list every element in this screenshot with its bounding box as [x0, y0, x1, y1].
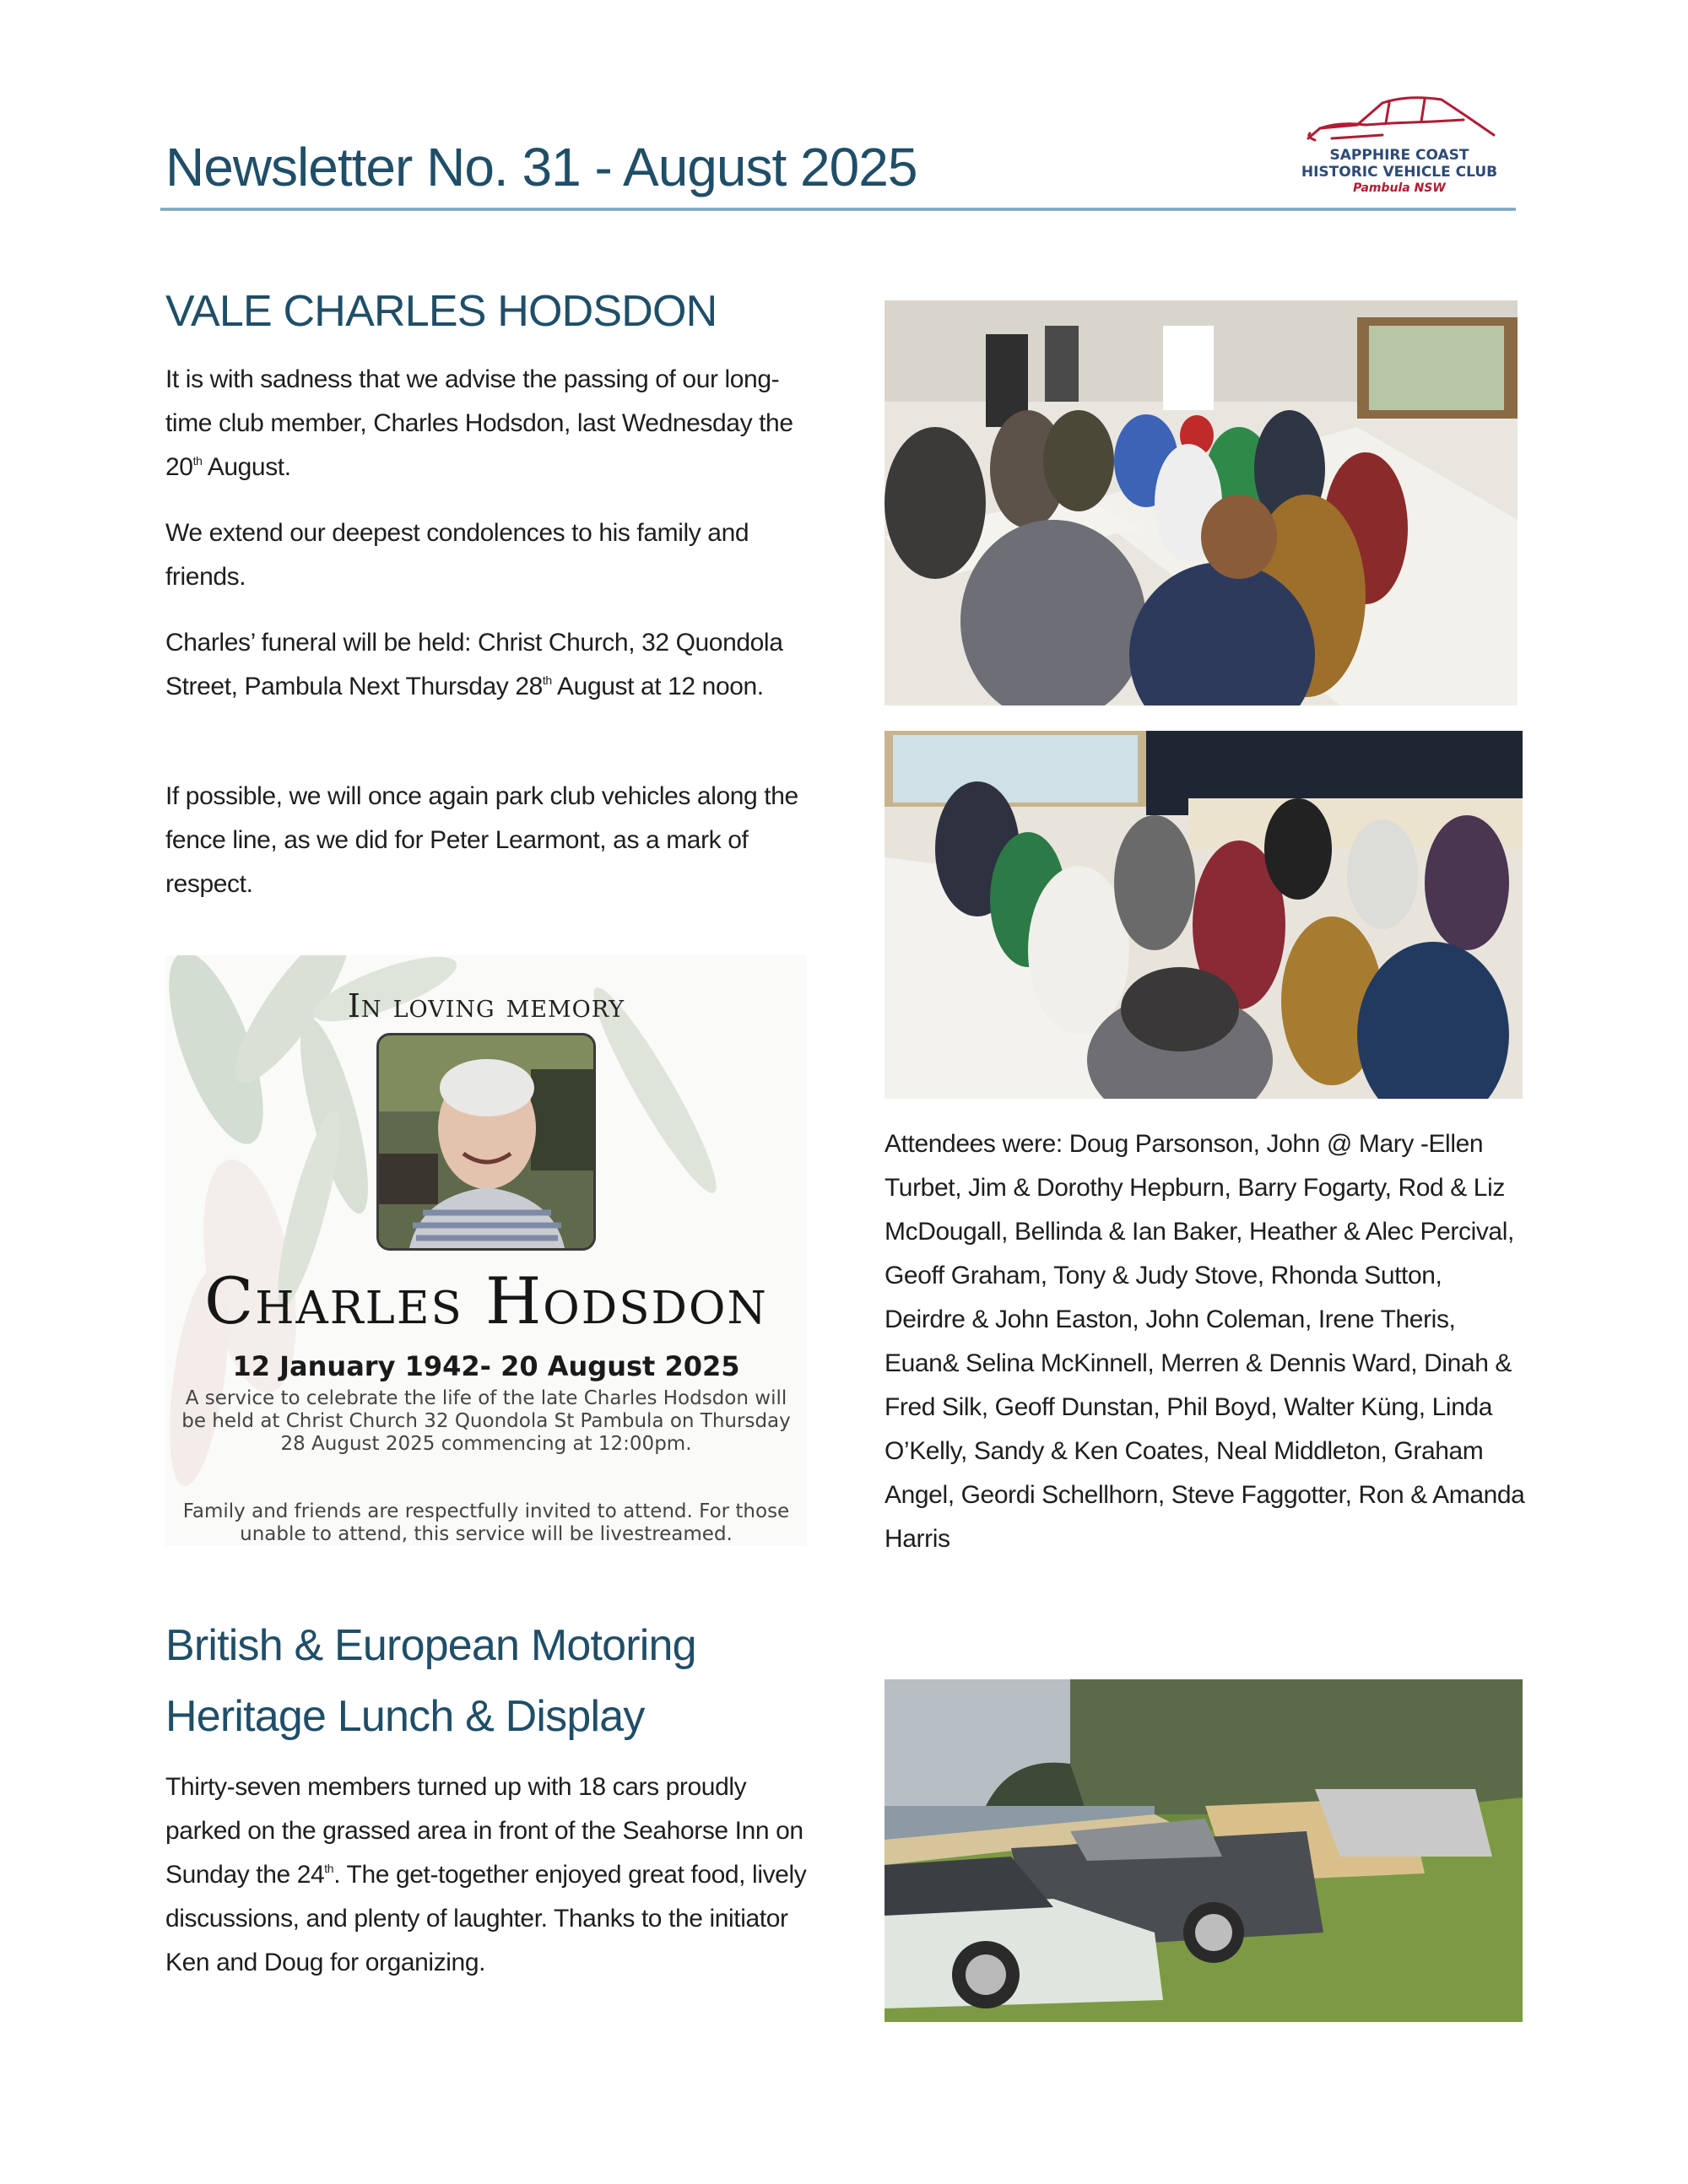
portrait-photo	[376, 1033, 596, 1251]
logo-line-club-type: HISTORIC VEHICLE CLUB	[1301, 164, 1498, 181]
memorial-dates: 12 January 1942- 20 August 2025	[232, 1350, 740, 1382]
classic-cars-photo-image	[885, 1679, 1523, 2022]
vintage-car-outline-icon	[1298, 91, 1501, 147]
club-logo	[1290, 91, 1509, 206]
group-dining-photo-2-image	[885, 731, 1523, 1099]
vale-paragraph-3	[165, 621, 807, 709]
vale-heading: VALE CHARLES HODSDON	[165, 287, 717, 336]
lunch-p-end: . The get-together enjoyed great food, lively discussions, and plenty of laughter. Thanks to the initiator Ken and Doug for organizing.	[165, 1861, 807, 1976]
group-dining-photo-image	[885, 300, 1518, 705]
group-dining-photo	[885, 731, 1523, 1099]
group-dining-photo	[885, 300, 1518, 705]
memorial-invitation: Family and friends are respectfully invited to attend. For those unable to attend, this service will be livestreamed.	[182, 1500, 790, 1545]
vale-p3-end: August at 12 noon.	[551, 673, 764, 700]
logo-line-location: Pambula NSW	[1353, 181, 1446, 195]
lunch-heading-line-1: British & European Motoring	[165, 1621, 696, 1670]
vale-p1-end: August.	[202, 453, 291, 481]
memorial-heading: In loving memory	[347, 987, 625, 1024]
vale-paragraph-1	[165, 358, 807, 489]
memorial-service-details: A service to celebrate the life of the late Charles Hodsdon will be held at Christ Church 32 Quondola St Pambula on Thursday 28 August 2025 commencing at 12:00pm.	[181, 1387, 791, 1455]
portrait-photo-image	[379, 1035, 593, 1248]
lunch-paragraph	[165, 1765, 807, 1985]
vale-p3-text: Charles’ funeral will be held: Christ Church, 32 Quondola Street, Pambula Next Thursday 28	[165, 629, 783, 700]
lunch-p-text: Thirty-seven members turned up with 18 cars proudly parked on the grassed area in front of the Seahorse Inn on Sunday the 24	[165, 1773, 803, 1889]
vale-paragraph-4: If possible, we will once again park club vehicles along the fence line, as we did for Peter Learmont, as a mark of respect.	[165, 782, 798, 898]
attendees-list: Attendees were: Doug Parsonson, John @ Mary -Ellen Turbet, Jim & Dorothy Hepburn, Barry Fogarty, Rod & Liz McDougall, Bellinda & Ian Baker, Heather & Alec Percival, Geoff Graham, Tony & Judy Stove, Rhonda Sutton, Deirdre & John Easton, John Coleman, Irene Theris, Euan& Selina McKinnell, Merren & Dennis Ward, Dinah & Fred Silk, Geoff Dunstan, Phil Boyd, Walter Küng, Linda O’Kelly, Sandy & Ken Coates, Neal Middleton, Graham Angel, Geordi Schellhorn, Steve Faggotter, Ron & Amanda Harris	[885, 1130, 1525, 1553]
lunch-heading	[165, 1610, 696, 1752]
ordinal-suffix: th	[542, 673, 552, 687]
memorial-name: Charles Hodsdon	[204, 1263, 768, 1338]
ordinal-suffix: th	[324, 1862, 334, 1875]
ordinal-suffix: th	[192, 454, 203, 468]
vale-p1-text: It is with sadness that we advise the passing of our long-time club member, Charles Hodsdon, last Wednesday the 20	[165, 365, 793, 481]
classic-cars-on-grass-photo	[885, 1679, 1523, 2022]
memorial-card	[165, 955, 807, 1546]
logo-line-club-name: SAPPHIRE COAST	[1329, 147, 1469, 164]
lunch-heading-line-2: Heritage Lunch & Display	[165, 1692, 645, 1741]
vale-paragraph-2: We extend our deepest condolences to his family and friends.	[165, 519, 749, 591]
header-divider	[160, 208, 1516, 211]
newsletter-title: Newsletter No. 31 - August 2025	[165, 137, 917, 197]
